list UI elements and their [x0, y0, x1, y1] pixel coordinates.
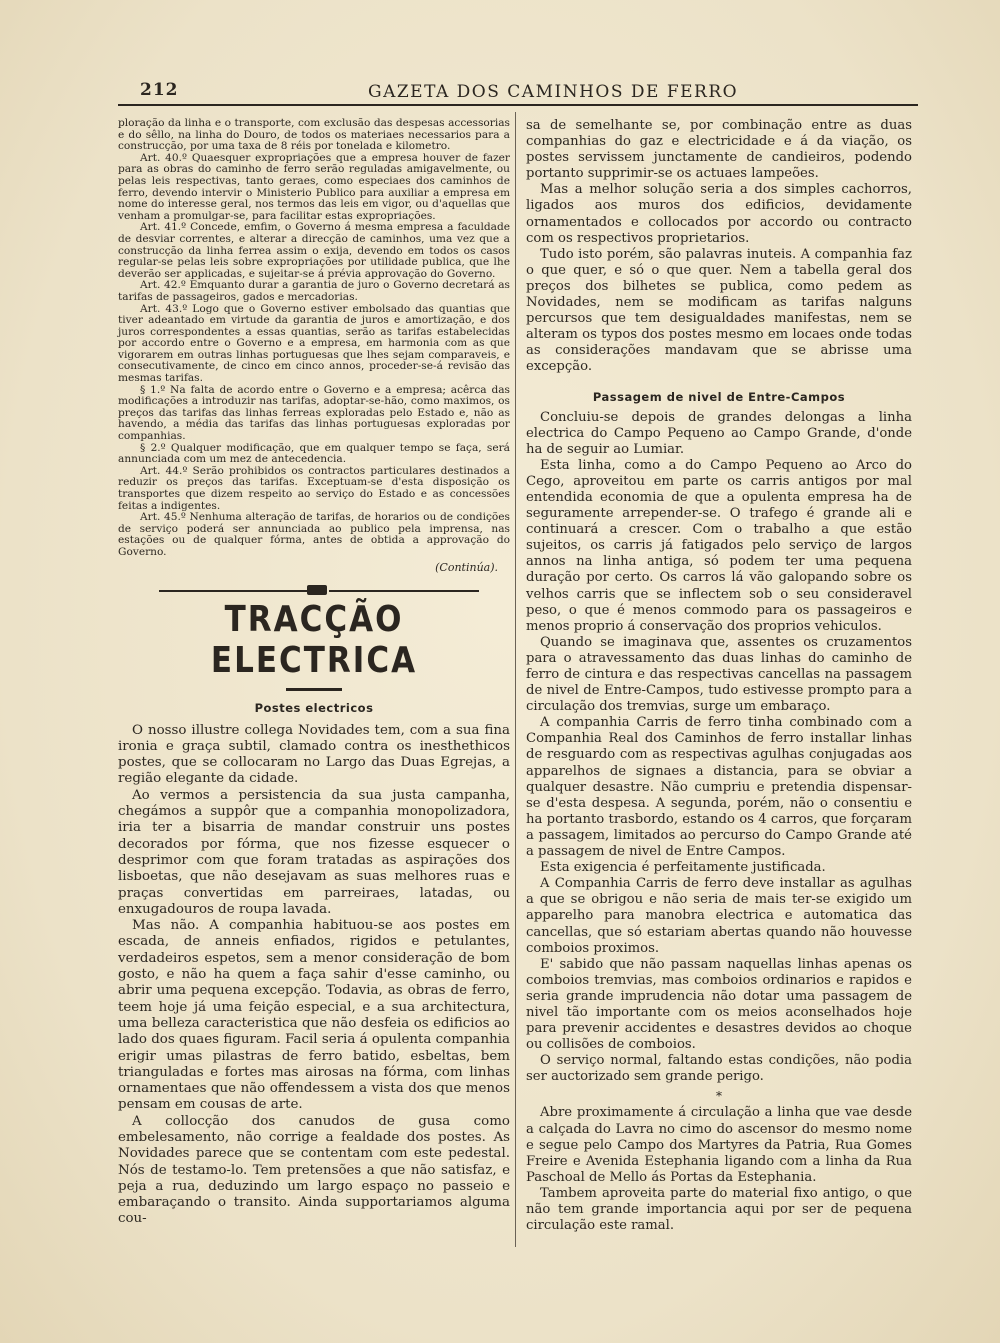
header-rule	[118, 104, 918, 106]
article-subtitle: Postes electricos	[254, 700, 374, 715]
continua-note: (Continúa).	[435, 560, 498, 574]
article-paragraph: A collocção dos canudos de gusa como embelesamento, não corrige a fealdade dos postes. As Novidades parece que se contentam com este pedestal. Nós de testamo-lo. Tem pretensões a que não satisfaz, e peja a rua, deduzindo um largo espaço no passeio e embaraçando o transito. Ainda supportariamos alguma cou-	[118, 1113, 510, 1227]
article-paragraph: O serviço normal, faltando estas condições, não podia ser auctorizado sem grande perigo.	[526, 1053, 912, 1085]
section-ornament	[129, 586, 499, 596]
law-paragraph: § 1.º Na falta de acordo entre o Governo e a empresa; acêrca das modificações a introduzir nas tarifas, adoptar-se-hão, como maximos, os preços das tarifas das linhas ferreas exploradas pelo Estado e, não as havendo, a média das tarifas das linhas portuguesas exploradas por companhias.	[118, 383, 510, 443]
law-paragraph: § 2.º Qualquer modificação, que em qualquer tempo se faça, será annunciada com um mez de antecedencia.	[118, 441, 510, 466]
article-body-right	[526, 118, 912, 376]
law-section	[118, 118, 510, 574]
article-title: TRACÇÃO ELECTRICA	[210, 598, 418, 681]
law-paragraph: Art. 40.º Quaesquer expropriações que a empresa houver de fazer para as obras do caminho de ferro serão reguladas amigavelmente, ou pelas leis respectivas, tanto geraes, como especiaes dos caminhos de ferro, devendo intervir o Ministerio Publico para auxiliar a empresa em nome do interesse geral, nos termos das leis em vigor, ou d'aquellas que venham a promulgar-se, para facilitar estas expropriações.	[118, 151, 510, 222]
title-rule	[286, 688, 342, 691]
left-column	[118, 118, 510, 1228]
article-paragraph: Tudo isto porém, são palavras inuteis. A companhia faz o que quer, e só o que quer. Nem a tabella geral dos preços dos bilhetes se publica, como pedem as Novidades, nem se modificam as tarifas nalguns percursos que tem desigualdades manifestas, nem se alteram os typos dos postes mesmo em locaes onde todas as considerações mandavam que se abrisse uma excepção.	[526, 246, 912, 375]
tram-ornament-icon	[307, 585, 327, 595]
article-paragraph: A Companhia Carris de ferro deve installar as agulhas a que se obrigou e não seria de mais ter-se exigido um apparelho para manobra electrica e automatica das cancellas, que só estariam abertas quando não houvesse comboios proximos.	[526, 876, 912, 956]
article-paragraph: Ao vermos a persistencia da sua justa campanha, chegámos a suppôr que a companhia monopolizadora, iria ter a bisarria de mandar construir uns postes decorados por fórma, que nos fizesse esquecer o desprimor com que foram tratadas as aspirações dos lisboetas, que não desejavam as suas melhores ruas e praças convertidas em parreiraes, latadas, ou enxugadouros de roupa lavada.	[118, 787, 510, 917]
law-paragraph: Art. 43.º Logo que o Governo estiver embolsado das quantias que tiver adeantado em virtude da garantia de juros e amortização, e dos juros correspondentes a essas quantias, serão as tarifas estabelecidas por accordo entre o Governo e a empresa, em harmonia com as que vigorarem em outras linhas portuguesas que lhes sejam comparaveis, e consecutivamente, de cinco em cinco annos, proceder-se-á revisão das mesmas tarifas.	[118, 302, 510, 385]
article-paragraph: Mas a melhor solução seria a dos simples cachorros, ligados aos muros dos edificios, devidamente ornamentados e collocados por accordo ou contracto com os respectivos proprietarios.	[526, 182, 912, 246]
second-article-body	[526, 410, 912, 1235]
article-paragraph: A companhia Carris de ferro tinha combinado com a Companhia Real dos Caminhos de ferro installar linhas de resguardo com as respectivas agulhas conjugadas aos apparelhos de signaes a distancia, para se obviar a qualquer desastre. Não cumpriu e pretendia dispensar-se d'esta despesa. A segunda, porém, não o consentiu e ha portanto trasbordo, estando os 4 carros, que forçaram a passagem, limitados ao percurso do Campo Grande até a passagem de nivel de Entre Campos.	[526, 715, 912, 860]
law-paragraph: Art. 45.º Nenhuma alteração de tarifas, de horarios ou de condições de serviço poderá ser annunciada ao publico pela imprensa, nas estações ou de qualquer fórma, antes de obtida a approvação do Governo.	[118, 511, 510, 558]
right-column	[526, 118, 912, 1234]
second-article-subtitle: Passagem de nivel de Entre-Campos	[592, 389, 846, 404]
article-paragraph: Esta exigencia é perfeitamente justificada.	[540, 860, 826, 876]
article-paragraph: Quando se imaginava que, assentes os cruzamentos para o atravessamento das duas linhas do caminho de ferro de cintura e das respectivas cancellas na passagem de nivel de Entre-Campos, tudo estivesse prompto para a circulação dos tremvias, surge um embaraço.	[526, 634, 912, 715]
page-number: 212	[140, 80, 179, 100]
law-paragraph: Art. 42.º Emquanto durar a garantia de juro o Governo decretará as tarifas de passageiros, gados e mercadorias.	[118, 279, 510, 303]
article-paragraph: sa de semelhante se, por combinação entre as duas companhias do gaz e electricidade e á da viação, os postes servissem junctamente de candieiros, podendo portanto supprimir-se os actuaes lampeões.	[526, 118, 912, 182]
article-paragraph: Tambem aproveita parte do material fixo antigo, o que não tem grande importancia aqui por ser de pequena circulação este ramal.	[526, 1185, 912, 1234]
asterisk-separator: *	[716, 1089, 722, 1104]
article-body-left	[118, 723, 510, 1228]
article-paragraph: E' sabido que não passam naquellas linhas apenas os comboios tremvias, mas comboios ordinarios e rapidos e seria grande imprudencia não dotar uma passagem de nivel tão importante com os meios aconselhados hoje para prevenir accidentes e desastres devidos ao choque ou collisões de comboios.	[526, 956, 912, 1053]
page-header	[118, 76, 918, 106]
law-paragraph: ploração da linha e o transporte, com exclusão das despesas accessorias e do sêllo, na linha do Douro, de todos os materiaes necessarios para a construcção, por uma taxa de 8 réis por tonelada e kilometro.	[118, 117, 510, 153]
article-paragraph: Abre proximamente á circulação a linha que vae desde a calçada do Lavra no cimo do ascensor do mesmo nome e segue pelo Campo dos Martyres da Patria, Rua Gomes Freire e Avenida Estephania ligando com a linha da Rua Paschoal de Mello ás Portas da Estephania.	[526, 1105, 912, 1185]
column-divider	[515, 112, 516, 1247]
article-paragraph: Mas não. A companhia habituou-se aos postes em escada, de anneis enfiados, rigidos e petulantes, verdadeiros espetos, sem a menor consideração de bom gosto, e não ha quem a faça sahir d'esse caminho, ou abrir uma pequena excepção. Todavia, as obras de ferro, teem hoje já uma feição especial, e a sua architectura, uma belleza caracteristica que não desfeia os edificios ao lado dos quaes figuram. Facil seria á opulenta companhia erigir umas pilastras de ferro batido, esbeltas, bem trianguladas e fortes mas airosas na fórma, com linhas ornamentaes que não offendessem a vista dos que menos pensam em cousas de arte.	[118, 918, 510, 1113]
law-paragraph: Art. 44.º Serão prohibidos os contractos particulares destinados a reduzir os preços das tarifas. Exceptuam-se d'esta disposição os transportes que dizem respeito ao serviço do Estado e as concessões feitas a indigentes.	[118, 464, 510, 512]
law-paragraph: Art. 41.º Concede, emfim, o Governo á mesma empresa a faculdade de desviar correntes, e alterar a direcção de caminhos, uma vez que a construcção da linha ferrea assim o exija, devendo em todos os casos regular-se pelas leis sobre expropriações por utilidade publica, que lhe deverão ser applicadas, e sujeitar-se á prévia approvação do Governo.	[118, 221, 510, 280]
article-paragraph: O nosso illustre collega Novidades tem, com a sua fina ironia e graça subtil, clamado contra os inesthethicos postes, que se collocaram no Largo das Duas Egrejas, a região elegante da cidade.	[118, 722, 510, 787]
article-paragraph: Concluiu-se depois de grandes delongas a linha electrica do Campo Pequeno ao Campo Grande, d'onde ha de seguir ao Lumiar.	[526, 409, 912, 457]
running-title: GAZETA DOS CAMINHOS DE FERRO	[368, 82, 739, 102]
article-paragraph: Esta linha, como a do Campo Pequeno ao Arco do Cego, aproveitou em parte os carris antigos por mal entendida economia de que a opulenta empresa ha de seguramente arrepender-se. O trafego é grande ali e continuará a crescer. Com o trabalho a que estão sujeitos, os carris já fatigados pelo serviço de largos annos na linha antiga, só podem ter uma pequena duração por certo. Os carros lá vão galopando sobre os velhos carris que se inflectem sob o seu consideravel peso, o que é menos commodo para os passageiros e menos proprio á conservação dos proprios vehiculos.	[526, 457, 912, 634]
